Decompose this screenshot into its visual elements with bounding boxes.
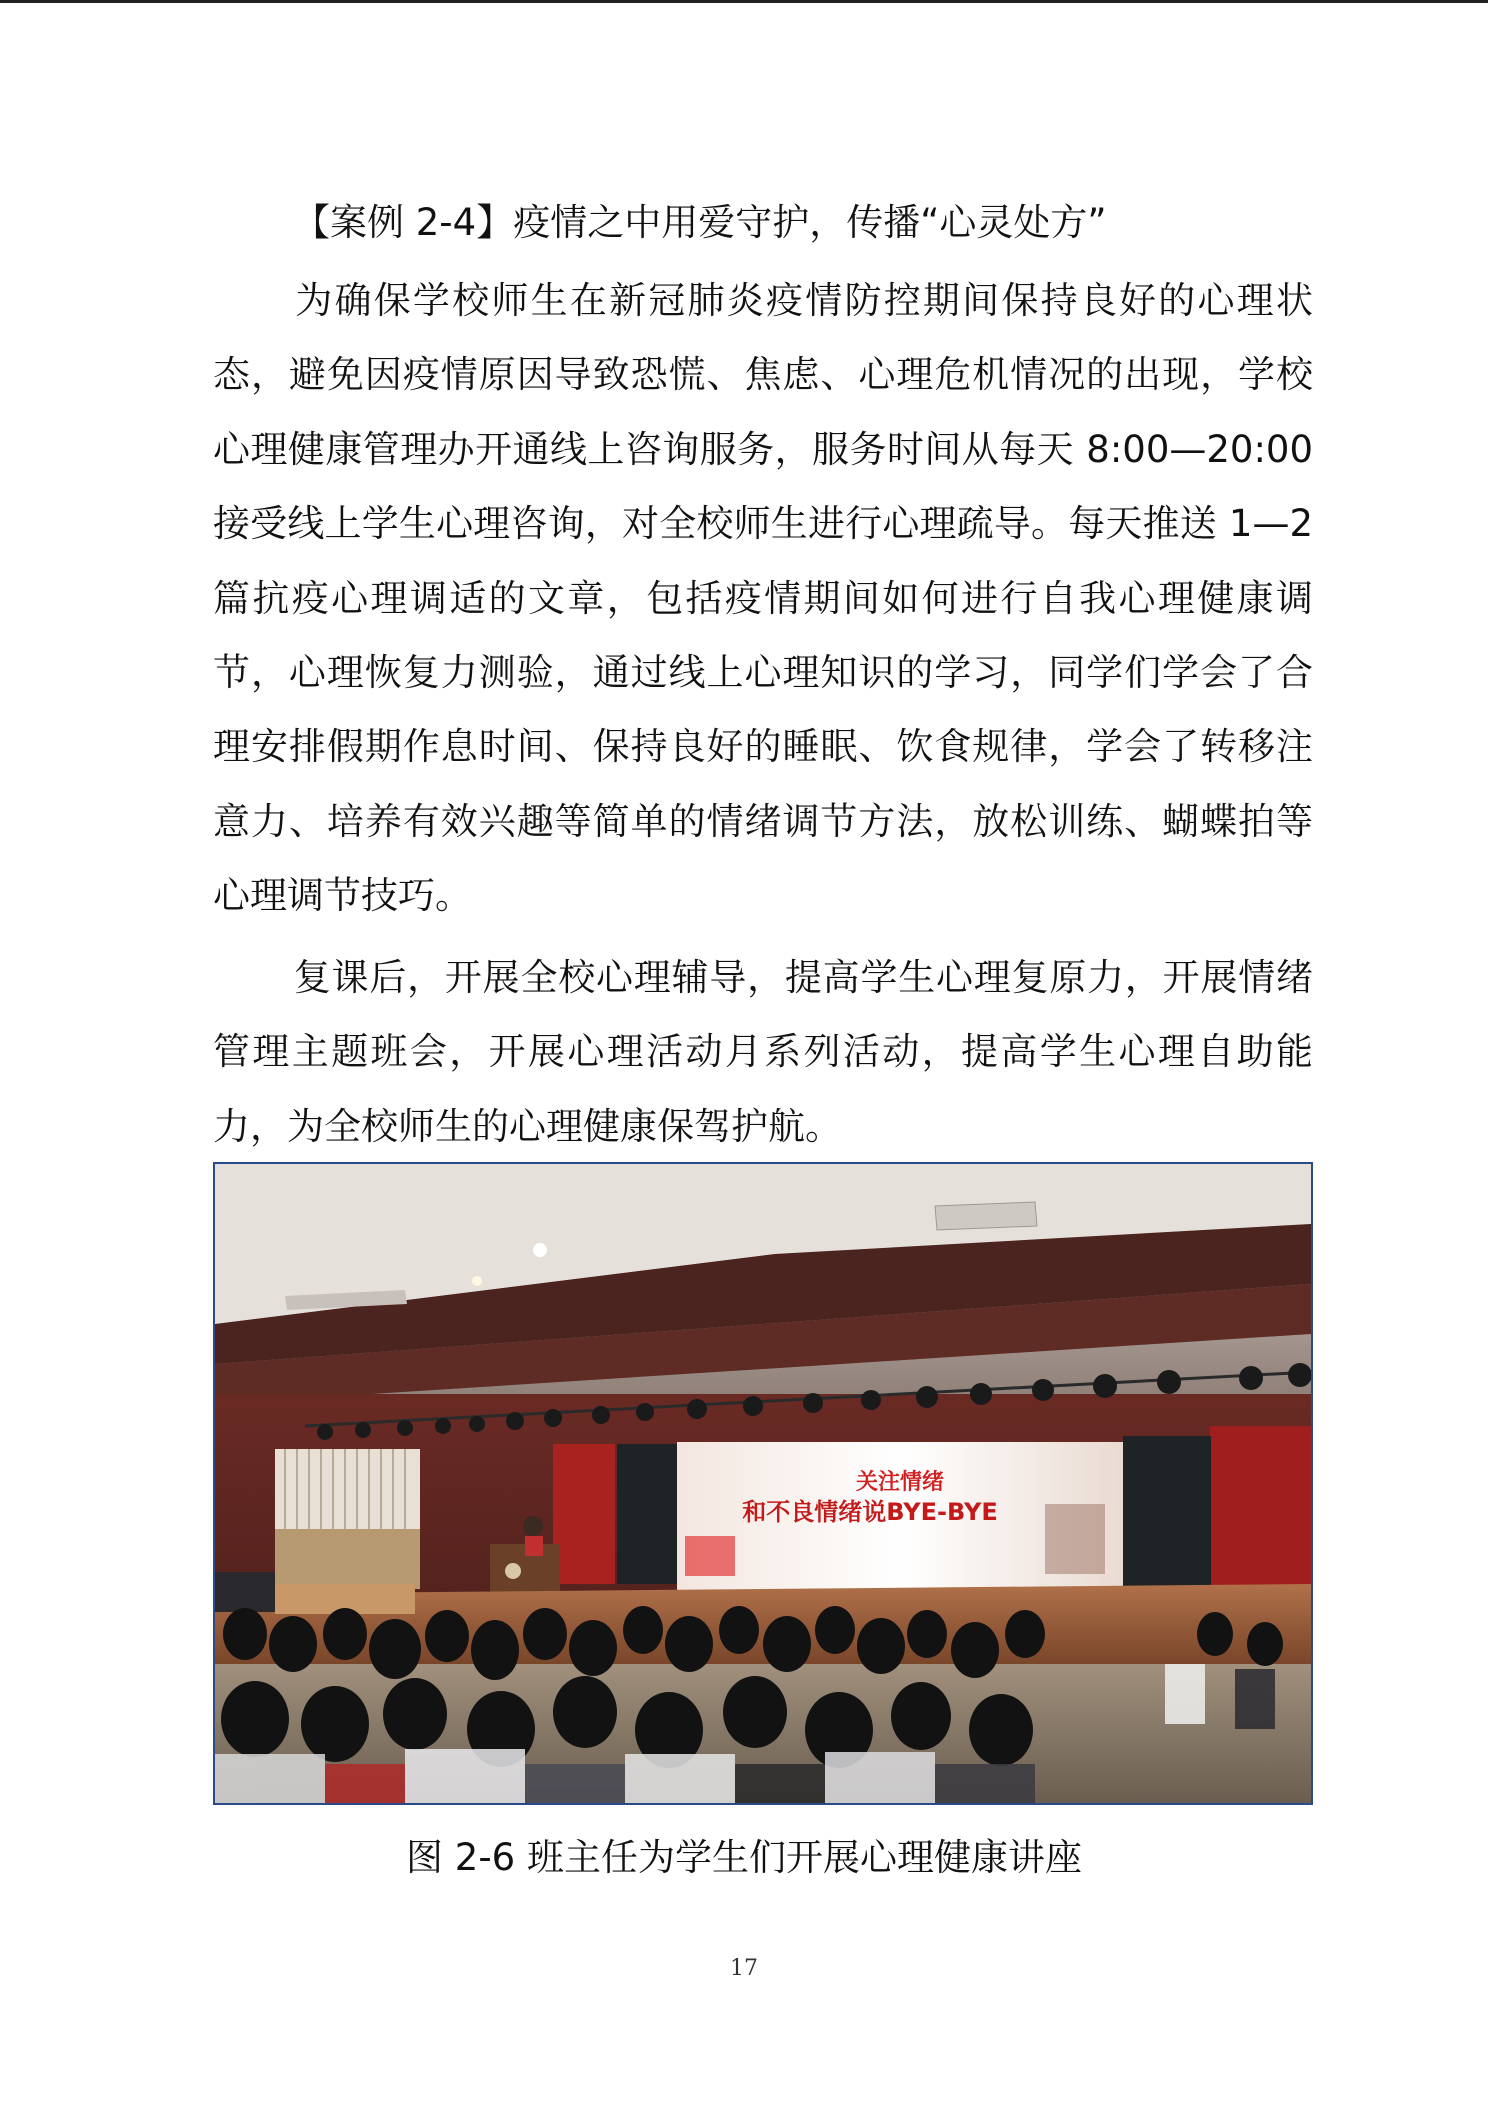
screen-text-line1: 关注情绪 [855,1470,945,1495]
paragraph-1-text: 为确保学校师生在新冠肺炎疫情防控期间保持良好的心理状态，避免因疫情原因导致恐慌、焦虑、心理危机情况的出现，学校心理健康管理办开通线上咨询服务，服务时间从每天 8:00—20:00 接受线上学生心理咨询，对全校师生进行心理疏导。每天推送 1—2 篇抗疫心理调适的文章，包括疫情期间如何进行自我心理健康调节，心理恢复力测验，通过线上心理知识的学习，同学们学会了合理安排假期作息时间、保持良好的睡眠、饮食规律，学会了转移注意力、培养有效兴趣等简单的情绪调节方法，放松训练、蝴蝶拍等心理调节技巧。 [213,279,1313,918]
screen-text-line2: 和不良情绪说BYE-BYE [742,1498,998,1526]
page-number: 17 [730,1956,758,1981]
paragraph-2-text: 复课后，开展全校心理辅导，提高学生心理复原力，开展情绪管理主题班会，开展心理活动月系列活动，提高学生心理自助能力，为全校师生的心理健康保驾护航。 [213,956,1313,1148]
paragraph-1 [213,264,1313,934]
lecture-photo [213,1162,1313,1805]
case-title: 【案例 2-4】疫情之中用爱守护，传播“心灵处方” [293,201,1107,244]
paragraph-2 [213,941,1313,1164]
top-border [0,0,1488,3]
figure-caption: 图 2-6 班主任为学生们开展心理健康讲座 [406,1836,1082,1879]
